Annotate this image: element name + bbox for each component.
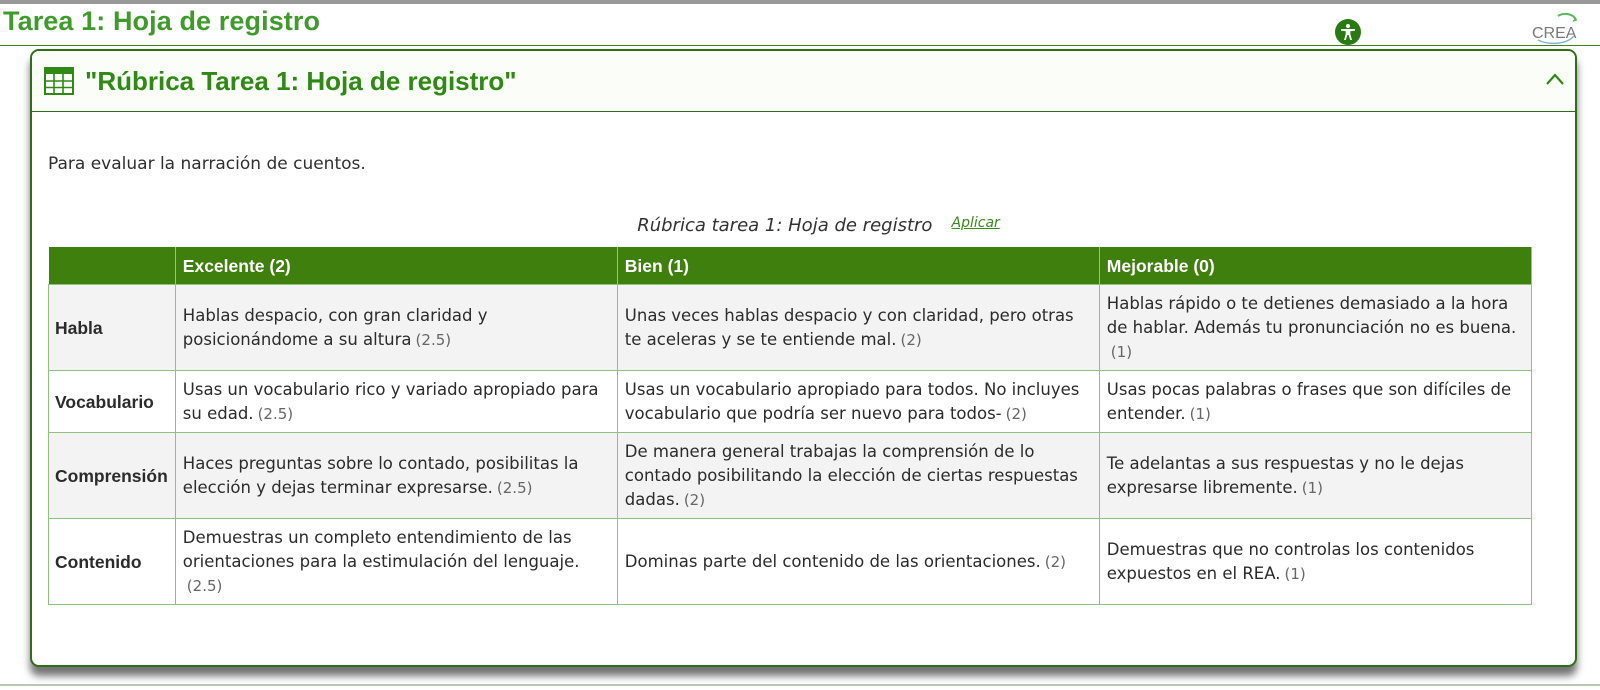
top-rule <box>0 0 1600 4</box>
cell-score: (1) <box>1110 342 1133 361</box>
rubric-cell <box>175 371 617 433</box>
table-row <box>49 519 1532 605</box>
cell-text: Unas veces hablas despacio y con claridad, pero otras te aceleras y se te entiende mal. <box>624 305 1074 349</box>
rubric-cell <box>175 285 617 371</box>
rubric-cell <box>617 433 1099 519</box>
cell-text: Hablas rápido o te detienes demasiado a la hora de hablar. Además tu pronunciación no es buena. <box>1106 293 1517 337</box>
rubric-table <box>48 247 1532 605</box>
cell-score: (1) <box>1284 564 1306 583</box>
rubric-cell <box>1099 371 1531 433</box>
cell-text: Usas un vocabulario rico y variado apropiado para su edad. <box>182 379 599 423</box>
cell-text: Dominas parte del contenido de las orientaciones. <box>624 551 1041 571</box>
cell-score: (2) <box>1044 552 1066 571</box>
header-excelente: Excelente (2) <box>175 247 617 285</box>
criterion-cell: Vocabulario <box>49 371 176 433</box>
rubric-cell <box>1099 285 1531 371</box>
page-title: Tarea 1: Hoja de registro <box>3 6 321 36</box>
rubric-cell <box>617 519 1099 605</box>
crea-logo <box>1528 12 1580 46</box>
rubric-caption <box>32 215 1575 236</box>
rubric-description: Para evaluar la narración de cuentos. <box>48 154 366 174</box>
rubric-cell <box>617 285 1099 371</box>
table-grid-icon <box>44 67 74 95</box>
panel-header[interactable] <box>32 51 1575 112</box>
cell-score: (2) <box>683 490 706 509</box>
cell-text: Hablas despacio, con gran claridad y posicionándome a su altura <box>182 305 488 349</box>
cell-text: De manera general trabajas la comprensión de lo contado posibilitando la elección de ciertas respuestas dadas. <box>624 441 1078 509</box>
cell-score: (2.5) <box>257 404 294 423</box>
criterion-cell: Habla <box>49 285 176 371</box>
rubric-cell <box>175 519 617 605</box>
cell-score: (1) <box>1189 404 1211 423</box>
cell-score: (2.5) <box>415 330 452 349</box>
panel-title: "Rúbrica Tarea 1: Hoja de registro" <box>85 66 517 96</box>
criterion-cell: Comprensión <box>49 433 176 519</box>
rubric-cell <box>175 433 617 519</box>
header-bien: Bien (1) <box>617 247 1099 285</box>
table-row <box>49 285 1532 371</box>
bottom-rule <box>0 684 1600 686</box>
cell-score: (2.5) <box>186 576 223 595</box>
caption-title: Rúbrica tarea 1: Hoja de registro <box>637 215 933 236</box>
accessibility-person-icon <box>1338 22 1358 42</box>
cell-score: (2) <box>1005 404 1027 423</box>
cell-score: (2.5) <box>496 478 533 497</box>
logo-text: CREA <box>1532 25 1577 42</box>
cell-text: Demuestras que no controlas los contenidos expuestos en el REA. <box>1106 539 1475 583</box>
header-mejorable: Mejorable (0) <box>1099 247 1531 285</box>
rubric-panel <box>30 49 1577 667</box>
table-row <box>49 371 1532 433</box>
cell-text: Te adelantas a sus respuestas y no le dejas expresarse libremente. <box>1106 453 1465 497</box>
cell-text: Usas pocas palabras o frases que son difíciles de entender. <box>1106 379 1512 423</box>
rubric-cell <box>1099 433 1531 519</box>
cell-text: Demuestras un completo entendimiento de las orientaciones para la estimulación del lenguaje. <box>182 527 580 571</box>
rubric-header-row <box>49 247 1532 285</box>
chevron-up-icon[interactable] <box>1545 72 1565 86</box>
cell-text: Haces preguntas sobre lo contado, posibilitas la elección y dejas terminar expresarse. <box>182 453 579 497</box>
header-empty <box>49 247 176 285</box>
accessibility-button[interactable] <box>1335 19 1361 45</box>
criterion-cell: Contenido <box>49 519 176 605</box>
title-divider <box>0 45 1600 46</box>
cell-text: Usas un vocabulario apropiado para todos. No incluyes vocabulario que podría ser nuevo para todos- <box>624 379 1080 423</box>
cell-score: (1) <box>1301 478 1323 497</box>
rubric-cell <box>617 371 1099 433</box>
cell-score: (2) <box>900 330 922 349</box>
table-row <box>49 433 1532 519</box>
rubric-cell <box>1099 519 1531 605</box>
apply-link[interactable]: Aplicar <box>951 215 1000 231</box>
